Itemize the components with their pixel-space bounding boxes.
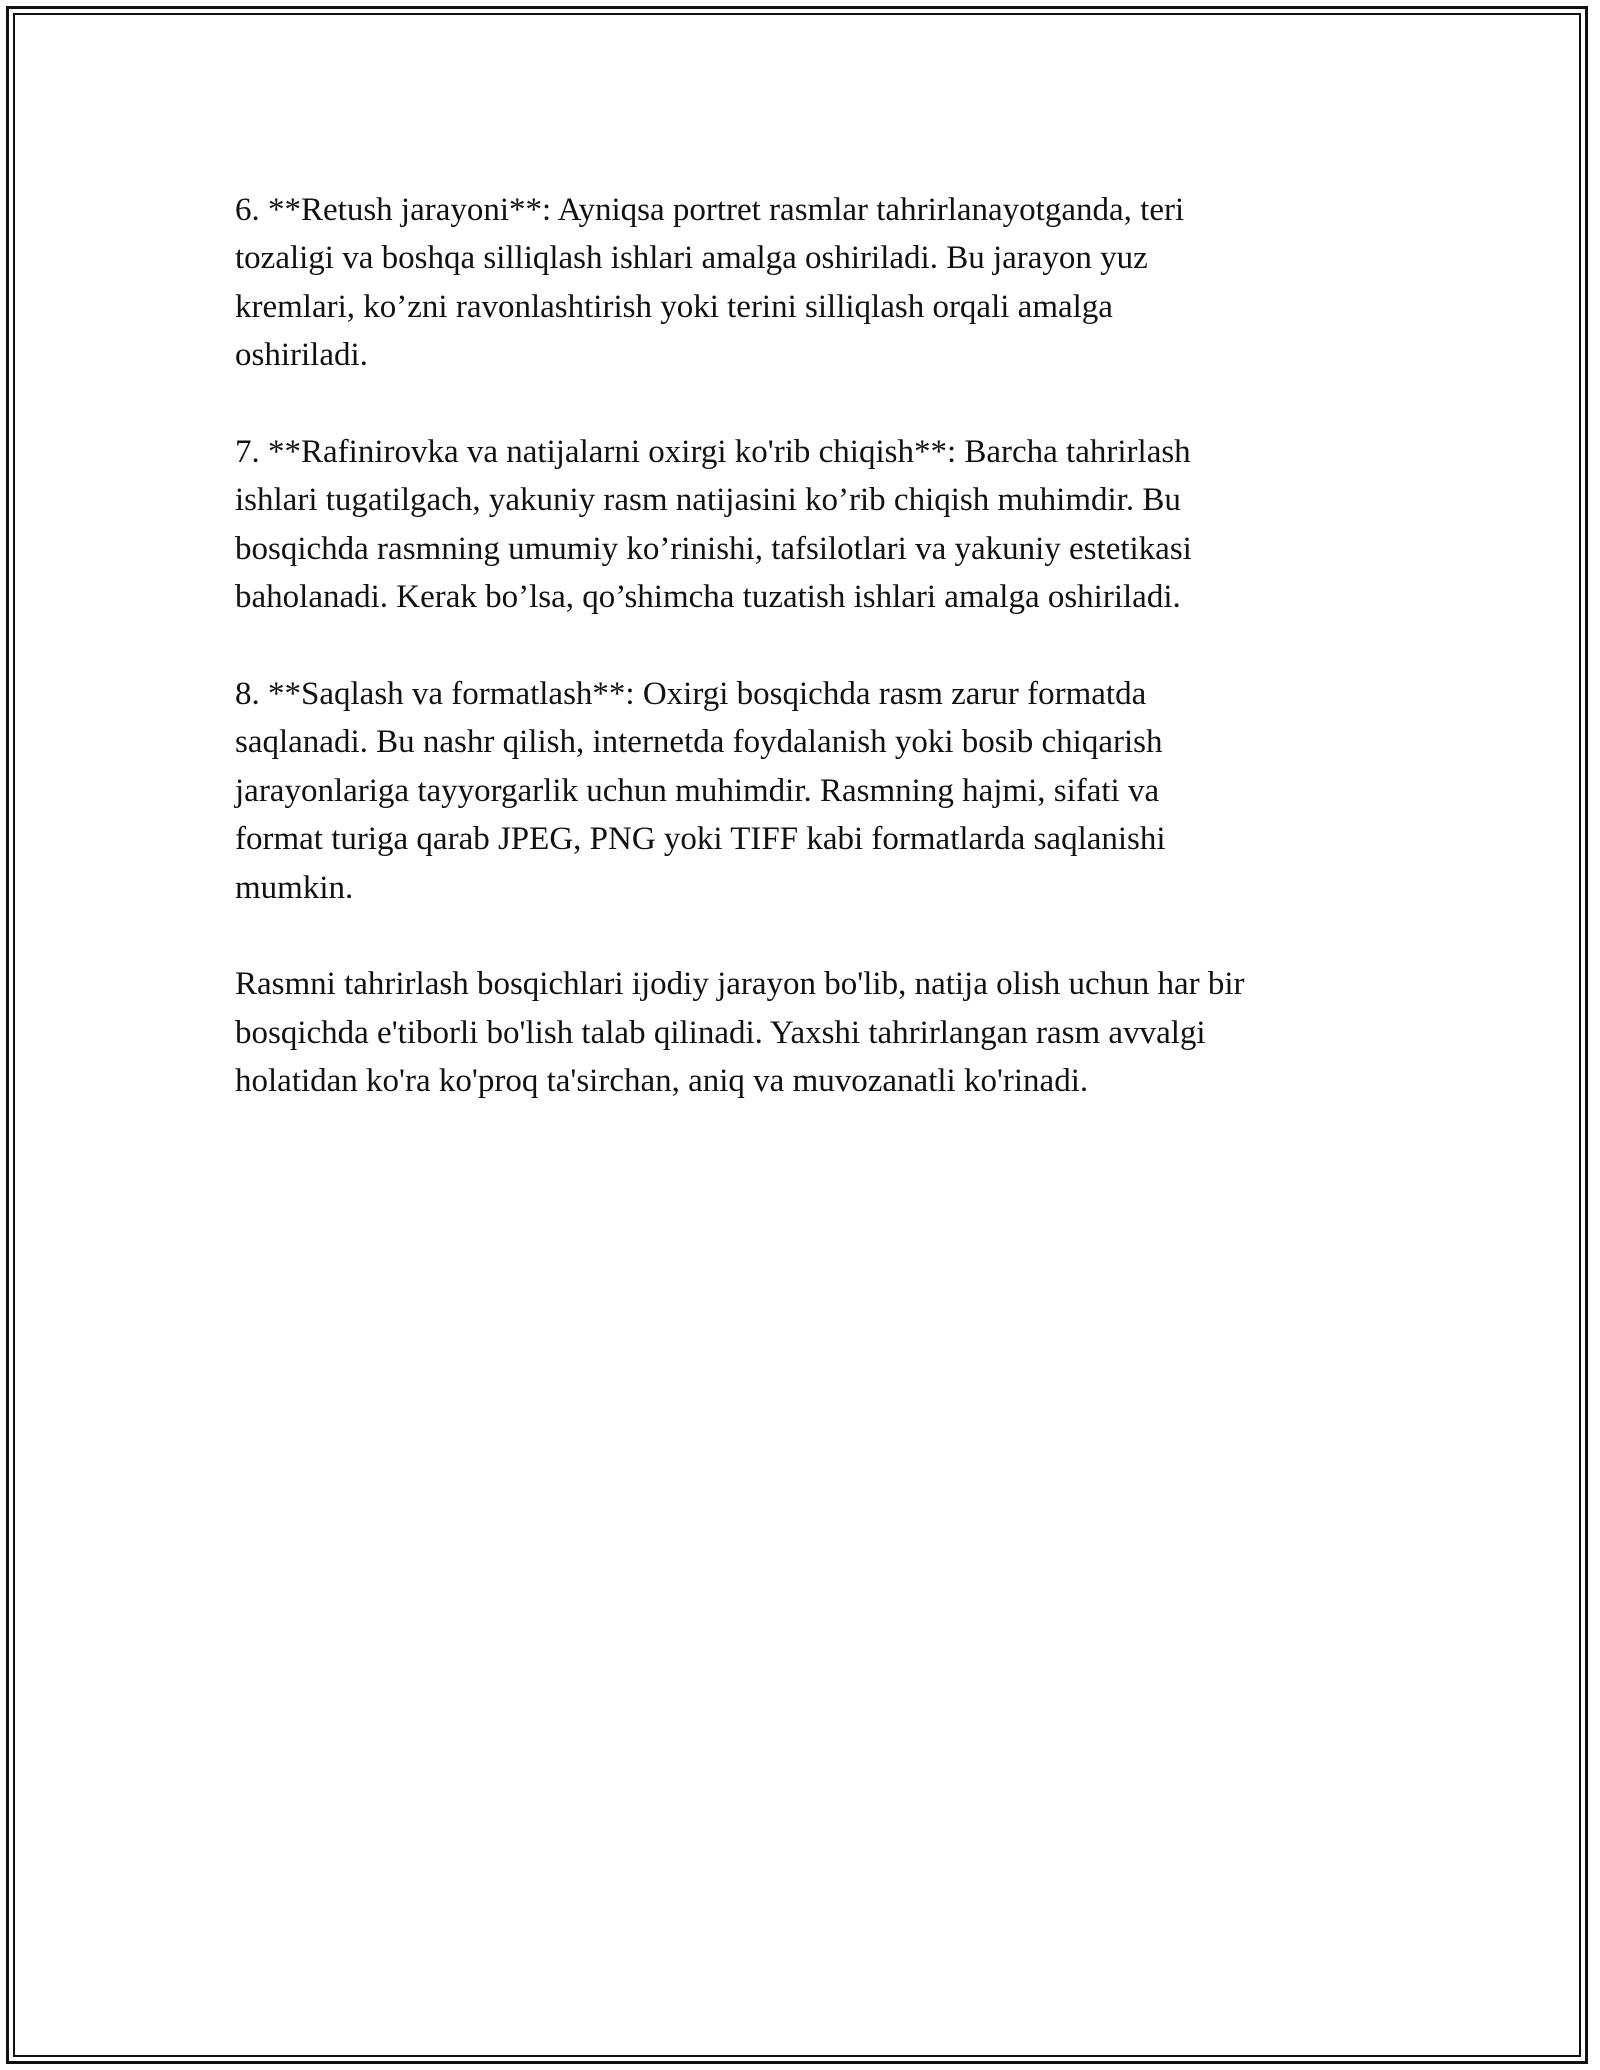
paragraph-line: 8. **Saqlash va formatlash**: Oxirgi bosqichda rasm zarur formatda: [235, 676, 1147, 713]
paragraph-line: jarayonlariga tayyorgarlik uchun muhimdir. Rasmning hajmi, sifati va: [235, 772, 1160, 809]
paragraph-line: baholanadi. Kerak bo’lsa, qo’shimcha tuzatish ishlari amalga oshiriladi.: [235, 579, 1181, 616]
paragraph-retush: [235, 186, 1395, 380]
paragraph-line: ishlari tugatilgach, yakuniy rasm natijasini ko’rib chiqish muhimdir. Bu: [235, 482, 1181, 519]
paragraph-line: kremlari, ko’zni ravonlashtirish yoki terini silliqlash orqali amalga: [235, 288, 1113, 325]
paragraph-conclusion: [235, 960, 1395, 1105]
paragraph-line: bosqichda e'tiborli bo'lish talab qilinadi. Yaxshi tahrirlangan rasm avvalgi: [235, 1014, 1206, 1051]
document-body: [235, 186, 1395, 1154]
paragraph-line: holatidan ko'ra ko'proq ta'sirchan, aniq va muvozanatli ko'rinadi.: [235, 1063, 1089, 1100]
paragraph-line: tozaligi va boshqa silliqlash ishlari amalga oshiriladi. Bu jarayon yuz: [235, 240, 1148, 277]
paragraph-line: format turiga qarab JPEG, PNG yoki TIFF kabi formatlarda saqlanishi: [235, 821, 1166, 858]
paragraph-line: 6. **Retush jarayoni**: Ayniqsa portret rasmlar tahrirlanayotganda, teri: [235, 192, 1185, 228]
paragraph-rafinirovka: [235, 428, 1395, 622]
paragraph-saqlash: [235, 670, 1395, 912]
paragraph-line: mumkin.: [235, 869, 354, 906]
paragraph-line: saqlanadi. Bu nashr qilish, internetda foydalanish yoki bosib chiqarish: [235, 724, 1163, 761]
paragraph-line: bosqichda rasmning umumiy ko’rinishi, tafsilotlari va yakuniy estetikasi: [235, 530, 1192, 567]
paragraph-line: Rasmni tahrirlash bosqichlari ijodiy jarayon bo'lib, natija olish uchun har bir: [235, 966, 1245, 1003]
paragraph-line: oshiriladi.: [235, 337, 368, 374]
paragraph-line: 7. **Rafinirovka va natijalarni oxirgi ko'rib chiqish**: Barcha tahrirlash: [235, 434, 1191, 471]
